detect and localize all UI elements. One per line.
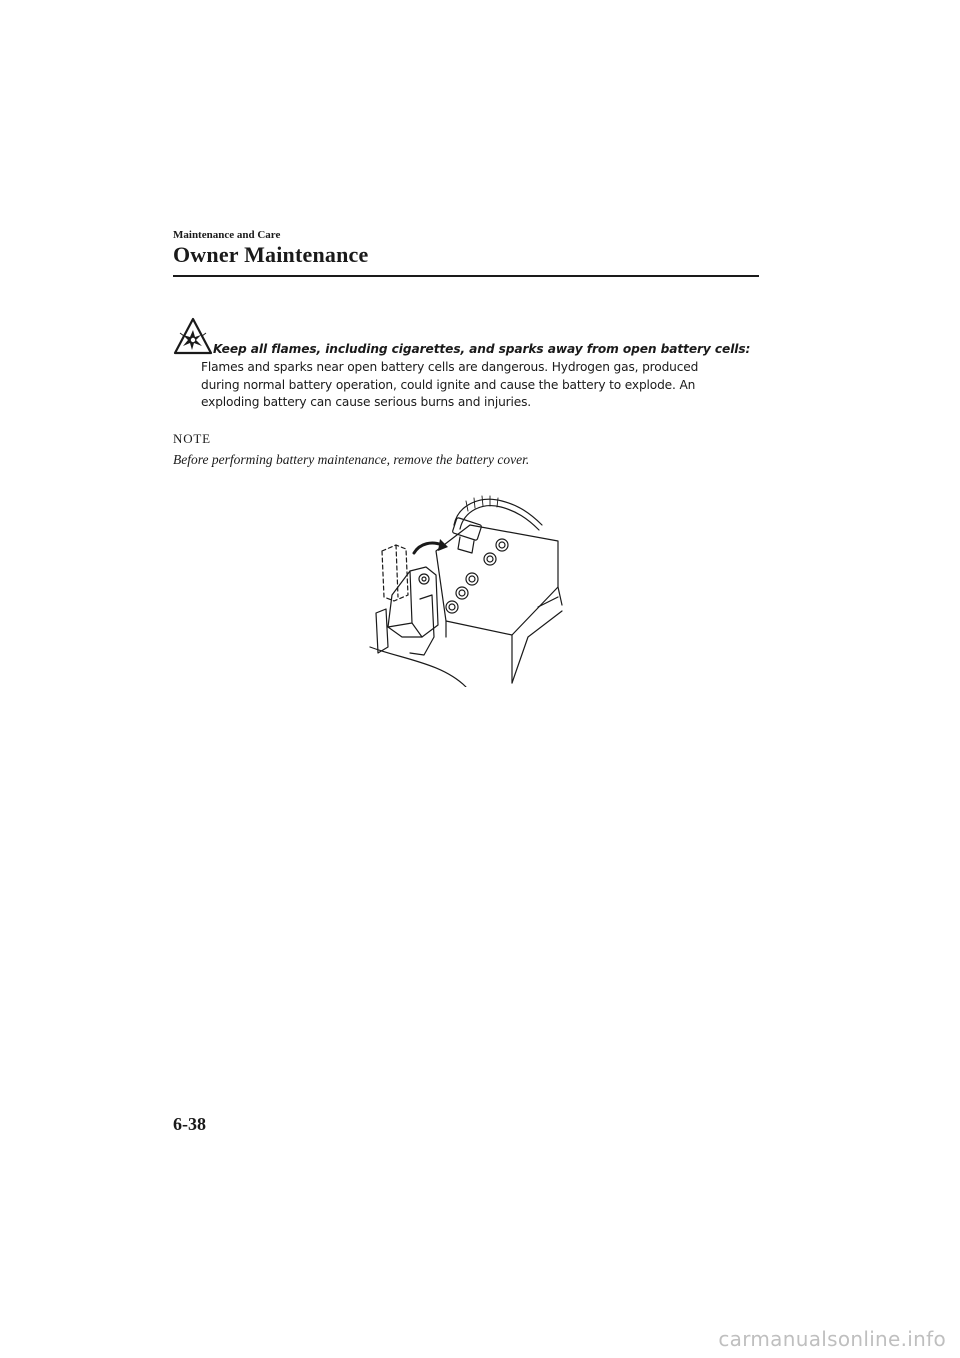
explosion-warning-icon <box>173 316 213 356</box>
battery-cover-removal-illustration <box>362 487 572 687</box>
warning-line: Flames and sparks near open battery cells are dangerous. Hydrogen gas, produced <box>201 360 699 374</box>
warning-line: during normal battery operation, could ignite and cause the battery to explode. An <box>201 377 696 392</box>
page-number: 6-38 <box>173 1114 206 1134</box>
warning-line: exploding battery can cause serious burns and injuries. <box>201 395 532 409</box>
note-text: Before performing battery maintenance, remove the battery cover. <box>173 452 530 467</box>
section-label: Maintenance and Care <box>173 229 281 241</box>
note-label: NOTE <box>173 431 211 446</box>
page-title: Owner Maintenance <box>173 242 369 267</box>
footer-watermark: carmanualsonline.info <box>718 1327 946 1351</box>
warning-heading: Keep all flames, including cigarettes, and sparks away from open battery cells: <box>213 342 751 356</box>
title-divider <box>173 275 759 277</box>
warning-body <box>201 359 761 412</box>
